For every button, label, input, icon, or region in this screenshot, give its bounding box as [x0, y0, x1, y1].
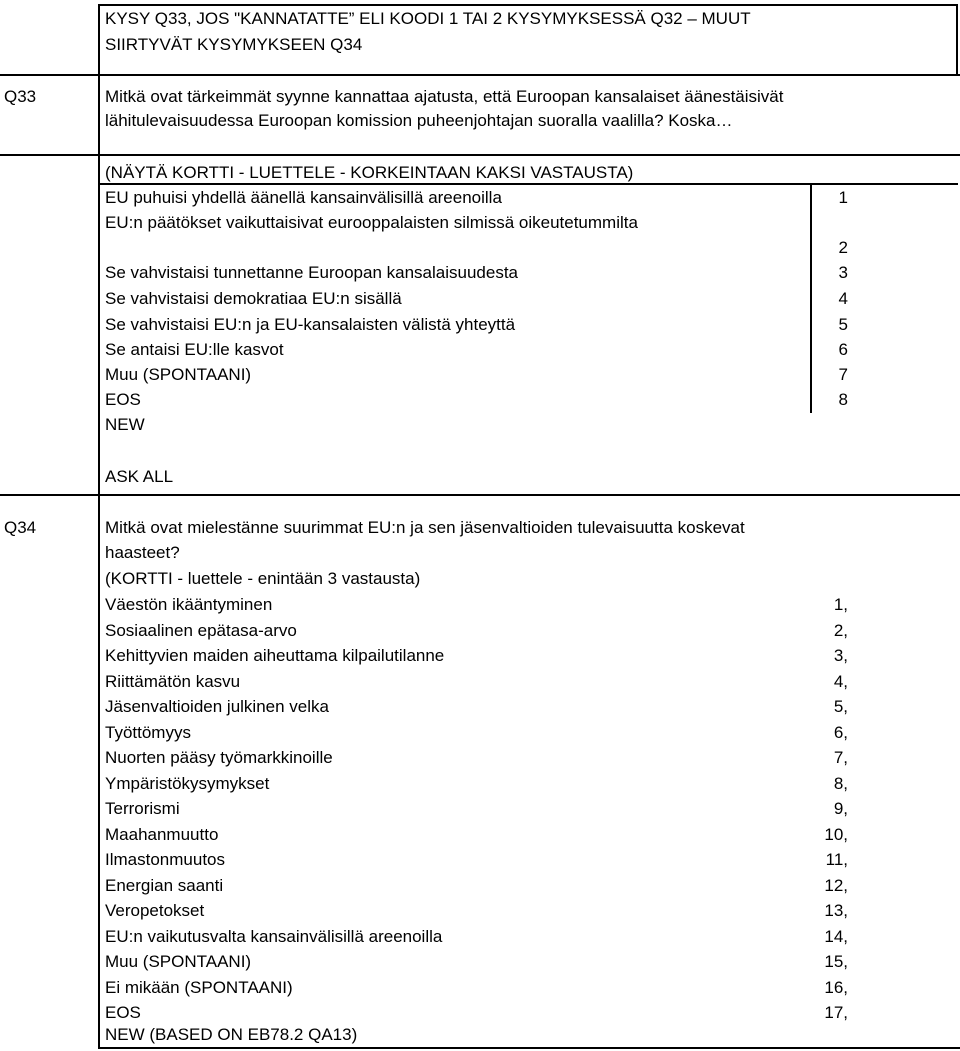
header-bottom-border	[0, 74, 960, 76]
q34-question-line1: Mitkä ovat mielestänne suurimmat EU:n ja sen jäsenvaltioiden tulevaisuutta koskevat	[105, 518, 745, 537]
q33-option-code: 6	[838, 340, 848, 359]
q33-instruction: (NÄYTÄ KORTTI - LUETTELE - KORKEINTAAN KAKSI VASTAUSTA)	[105, 163, 634, 182]
q34-option-code: 7,	[833, 748, 848, 767]
q34-bottom-border	[98, 1047, 960, 1049]
q33-footer: NEW	[105, 415, 145, 434]
q34-option-code: 17,	[824, 1003, 848, 1022]
q34-option-label: Jäsenvaltioiden julkinen velka	[105, 697, 329, 716]
q34-option-label: Terrorismi	[105, 799, 180, 818]
q34-option-code: 16,	[824, 978, 848, 997]
q33-question-line1: Mitkä ovat tärkeimmät syynne kannattaa ajatusta, että Euroopan kansalaiset äänestäisivät	[105, 87, 784, 106]
q34-option-code: 6,	[833, 723, 848, 742]
q34-option-label: Ilmastonmuutos	[105, 850, 225, 869]
q34-option-label: Energian saanti	[105, 876, 224, 895]
q33-option-label: Se vahvistaisi tunnettanne Euroopan kansalaisuudesta	[105, 263, 519, 282]
q34-option-label: EU:n vaikutusvalta kansainvälisillä areenoilla	[105, 927, 443, 946]
q33-option-label: EU:n päätökset vaikuttaisivat eurooppalaisten silmissä oikeutetummilta	[105, 213, 638, 232]
q33-option-label: Muu (SPONTAANI)	[105, 365, 252, 384]
q33-question-bottom-border	[0, 154, 960, 156]
q34-option-label: Nuorten pääsy työmarkkinoille	[105, 748, 333, 767]
q34-option-code: 12,	[824, 876, 848, 895]
q34-option-label: Veropetokset	[105, 901, 205, 920]
q34-id: Q34	[4, 518, 37, 537]
q34-option-code: 10,	[824, 825, 848, 844]
q33-option-label: Se antaisi EU:lle kasvot	[105, 340, 284, 359]
q34-option-code: 3,	[833, 646, 848, 665]
q34-option-label: EOS	[105, 1003, 141, 1022]
q34-option-label: Sosiaalinen epätasa-arvo	[105, 621, 297, 640]
right-header-border	[956, 4, 958, 76]
q34-option-label: Ympäristökysymykset	[105, 774, 270, 793]
q33-option-code: 8	[838, 390, 848, 409]
q33-option-code: 7	[838, 365, 848, 384]
q34-option-label: Muu (SPONTAANI)	[105, 952, 252, 971]
q34-option-code: 4,	[833, 672, 848, 691]
q34-option-code: 1,	[833, 595, 848, 614]
q33-codes-left-border	[810, 183, 812, 413]
q33-option-code: 1	[838, 188, 848, 207]
q33-option-code: 3	[838, 263, 848, 282]
q34-option-code: 2,	[833, 621, 848, 640]
q33-option-label: EU puhuisi yhdellä äänellä kansainvälisillä areenoilla	[105, 188, 502, 207]
q33-option-label: Se vahvistaisi EU:n ja EU-kansalaisten välistä yhteyttä	[105, 315, 516, 334]
q34-footer: NEW (BASED ON EB78.2 QA13)	[105, 1025, 358, 1044]
q33-option-label: Se vahvistaisi demokratiaa EU:n sisällä	[105, 289, 402, 308]
q33-question-line2: lähitulevaisuudessa Euroopan komission puheenjohtajan suoralla vaalilla? Koska…	[105, 111, 733, 130]
q34-option-code: 13,	[824, 901, 848, 920]
q33-option-code: 2	[838, 238, 848, 257]
q34-option-code: 14,	[824, 927, 848, 946]
header-instruction-line1: KYSY Q33, JOS "KANNATATTE” ELI KOODI 1 TAI 2 KYSYMYKSESSÄ Q32 – MUUT	[105, 9, 751, 28]
header-instruction-line2: SIIRTYVÄT KYSYMYKSEEN Q34	[105, 35, 363, 54]
q34-option-label: Riittämätön kasvu	[105, 672, 241, 691]
ask-all: ASK ALL	[105, 467, 174, 486]
q34-option-code: 11,	[825, 850, 848, 869]
q33-option-code: 5	[838, 315, 848, 334]
q34-option-label: Väestön ikääntyminen	[105, 595, 273, 614]
q34-option-label: Työttömyys	[105, 723, 191, 742]
q34-option-label: Kehittyvien maiden aiheuttama kilpailutilanne	[105, 646, 445, 665]
q33-section-bottom-border	[0, 494, 960, 496]
q34-instruction: (KORTTI - luettele - enintään 3 vastausta)	[105, 569, 421, 588]
q34-option-code: 15,	[824, 952, 848, 971]
q34-option-label: Maahanmuutto	[105, 825, 219, 844]
q33-option-label: EOS	[105, 390, 141, 409]
q33-id: Q33	[4, 87, 37, 106]
q33-option-code: 4	[838, 289, 848, 308]
q34-option-code: 9,	[833, 799, 848, 818]
left-content-border	[98, 4, 100, 1049]
q34-option-label: Ei mikään (SPONTAANI)	[105, 978, 293, 997]
q34-option-code: 8,	[833, 774, 848, 793]
q34-option-code: 5,	[833, 697, 848, 716]
q34-question-line2: haasteet?	[105, 543, 180, 562]
